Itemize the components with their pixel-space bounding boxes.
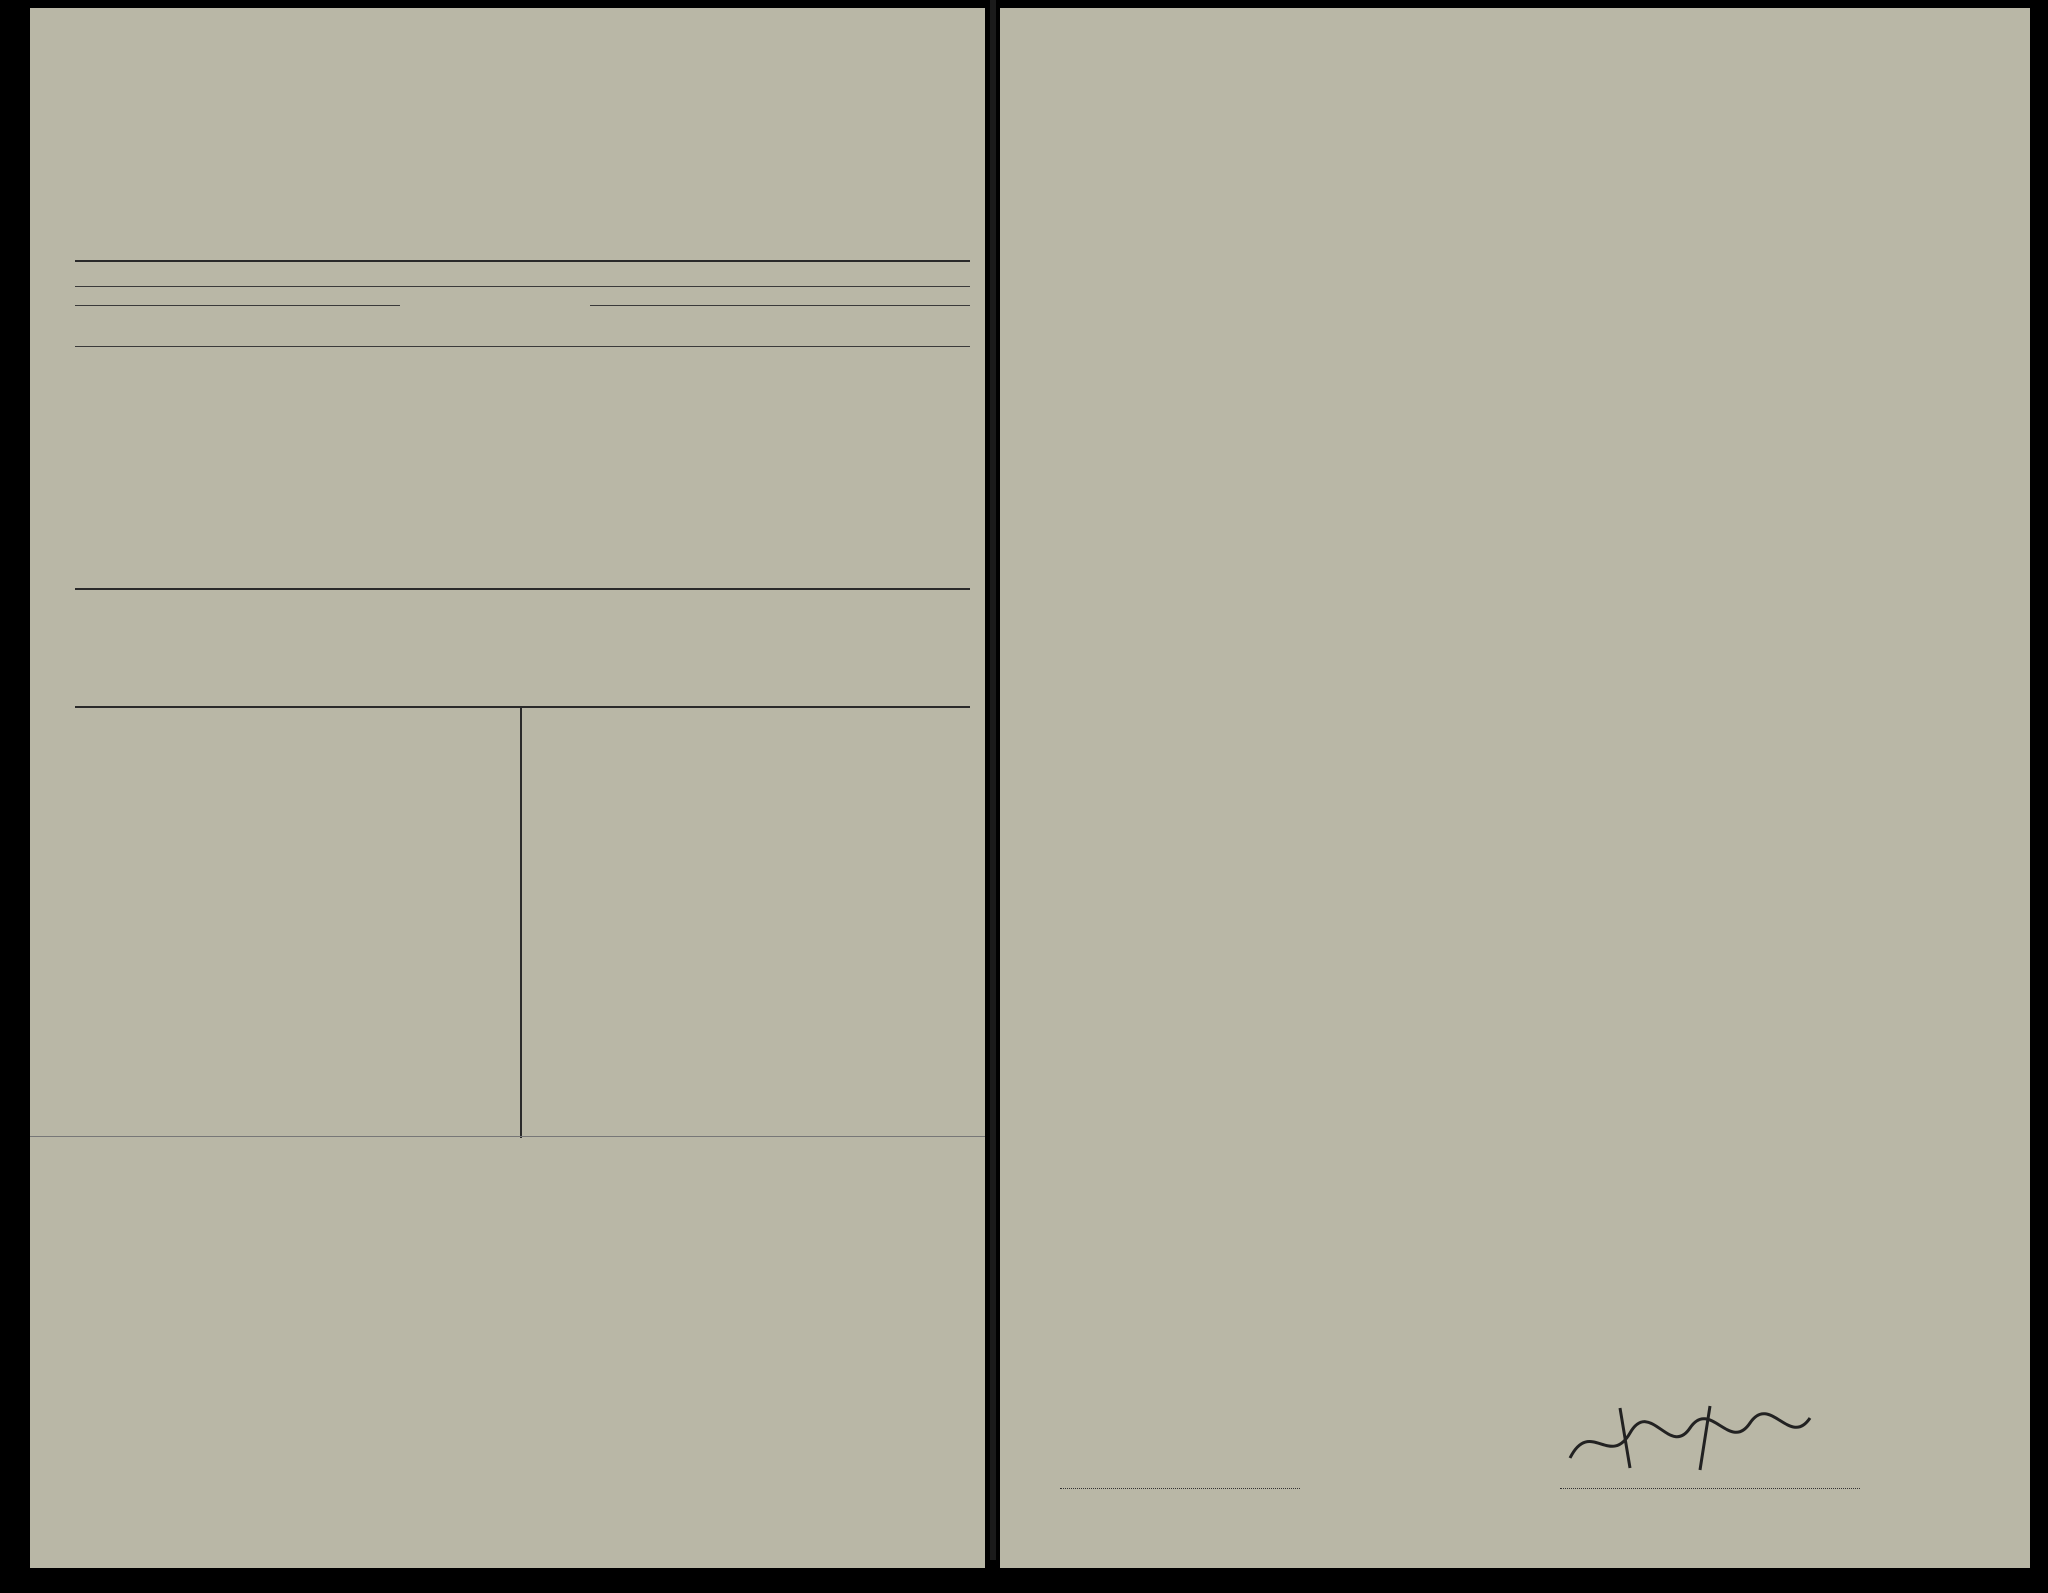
form-page-2 xyxy=(1000,8,2030,1568)
binding-gutter xyxy=(990,0,996,1560)
commander-signature xyxy=(1560,1398,1840,1478)
form-page-1 xyxy=(30,8,985,1568)
